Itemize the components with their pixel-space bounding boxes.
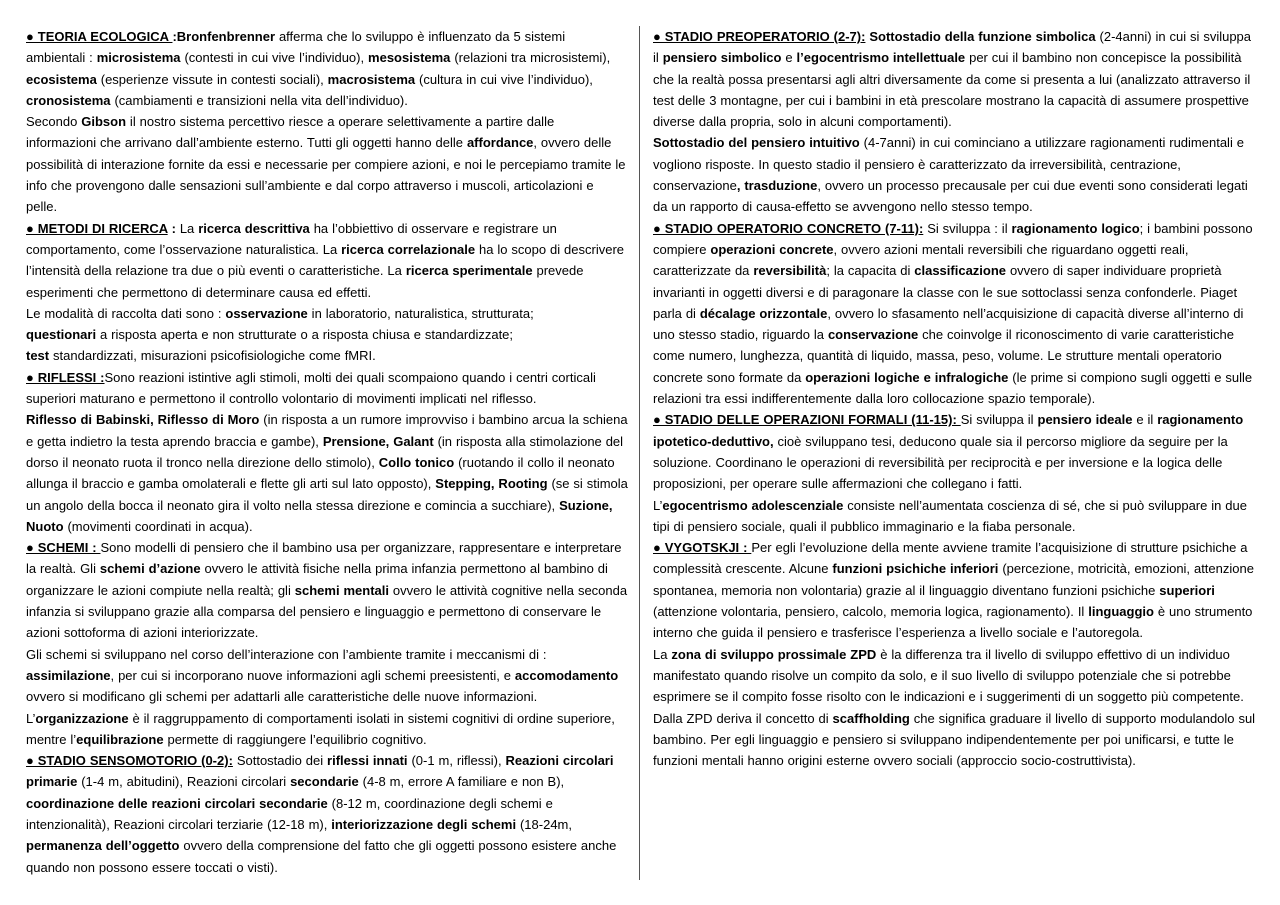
right-paragraph — [653, 537, 1257, 643]
text-run: , ovvero azioni mentali reversibili che riguardano oggetti reali, caratterizzate da — [653, 241, 1189, 279]
bold-term: linguaggio — [1088, 604, 1154, 620]
bold-term: cronosistema — [26, 92, 111, 108]
right-paragraph — [653, 132, 1257, 217]
section-heading: ● STADIO PREOPERATORIO (2-7): — [653, 29, 866, 44]
bold-term: affordance — [466, 135, 534, 151]
text-run: per cui il bambino non concepisce la possibilità che la realtà possa presentarsi agli altri diversamente da come si presenta a lui (analizzato attraverso il test delle 3 montagne, per cui i bambini in età prescolare mostrano la capacità di assumere prospettive diverse dalla propria, solo in alcuni comportamenti). — [653, 50, 1251, 130]
text-run: Si sviluppa : il — [923, 220, 1012, 236]
text-run: che significa graduare il livello di supporto modulandolo sul bambino. Per egli linguaggio e pensiero si sviluppano indipendentemente per poi unificarsi, e tutte le funzioni mentali hanno origini esterne ovvero sociali (approccio socio-costruttivista). — [653, 710, 1256, 769]
text-run: (relazioni tra microsistemi), — [450, 50, 611, 66]
text-run: Si sviluppa il — [960, 412, 1038, 428]
text-run: Per egli l’evoluzione della mente avviene tramite l’acquisizione di strutture psichiche a complessità crescente. Alcune — [653, 540, 1248, 577]
bold-term: , trasduzione — [736, 178, 818, 194]
text-run: (18-24m, — [516, 816, 572, 832]
text-run: che coinvolge il riconoscimento di varie caratteristiche come numero, lunghezza, quantità di liquido, massa, peso, volume. Le strutture mentali operatorio concrete sono formate da — [653, 327, 1234, 385]
section-heading: ● STADIO DELLE OPERAZIONI FORMALI (11-15): — [653, 412, 961, 428]
bold-term: test — [26, 348, 50, 364]
text-run: (movimenti coordinati in acqua). — [63, 518, 253, 534]
left-paragraph — [26, 345, 628, 366]
text-run: (contesti in cui vive l’individuo), — [180, 50, 369, 66]
text-run: (2-4anni) in cui si sviluppa il — [653, 29, 1252, 66]
bold-term: superiori — [1159, 582, 1215, 598]
right-column — [653, 26, 1257, 771]
bold-term: Sottostadio della funzione simbolica — [865, 29, 1096, 44]
section-heading: ● VYGOTSKJI : — [653, 540, 752, 556]
bold-term: accomodamento — [514, 667, 619, 683]
bold-term: riflessi innati — [327, 753, 408, 769]
bold-term: Sottostadio del pensiero intuitivo — [653, 135, 860, 151]
bold-term: ragionamento logico — [1011, 220, 1140, 236]
text-run: L’ — [653, 497, 663, 513]
bold-term: coordinazione delle reazioni circolari secondarie — [26, 795, 328, 811]
bold-term: organizzazione — [35, 710, 129, 726]
text-run: il nostro sistema percettivo riesce a operare selettivamente a partire dalle informazioni che arrivano dall’ambiente esterno. Tutti gli oggetti hanno delle — [26, 114, 555, 151]
text-run: e il — [1132, 412, 1158, 428]
text-run: Secondo — [26, 114, 82, 130]
text-run: Sono reazioni istintive agli stimoli, molti dei quali scompaiono quando i centri corticali superiori maturano e permettono il controllo volontario di movimenti implicati nel riflesso. — [26, 369, 596, 407]
bold-term: equilibrazione — [76, 731, 164, 747]
bold-term: assimilazione — [26, 667, 111, 683]
text-run: (cultura in cui vive l’individuo), — [415, 71, 593, 87]
text-run: ovvero si modificano gli schemi per adattarli alle caratteristiche delle nuove informazioni. L’ — [26, 689, 538, 726]
section-heading: ● STADIO OPERATORIO CONCRETO (7-11): — [653, 220, 924, 236]
right-paragraph — [653, 409, 1257, 494]
text-run: , ovvero lo sfasamento nell’acquisizione di capacità diverse all’interno di uno stesso stadio, riguardo la — [653, 305, 1244, 343]
bold-term: Riflesso di Babinski, Riflesso di Moro — [26, 412, 260, 428]
text-run: è uno strumento interno che guida il pensiero e trasferisce l’esperienza a livello sociale e l’autoregola. — [653, 604, 1253, 641]
left-paragraph — [26, 303, 628, 324]
text-run: a risposta aperta e non strutturate o a risposta chiusa e standardizzate; — [96, 327, 514, 343]
bold-term: egocentrismo adolescenziale — [662, 497, 844, 513]
text-run: ovvero le attività cognitive nella seconda infanzia si sviluppano grazie alla comparsa del pensiero e linguaggio e permettono di conservare le azioni sottoforma di azioni interiorizzate. — [26, 582, 628, 641]
text-run: (4-7anni) in cui cominciano a utilizzare ragionamenti rudimentali e vogliono risposte. In questo stadio il pensiero è caratterizzato da irreversibilità, centrazione, conservazione — [653, 135, 1244, 194]
bold-term: ricerca sperimentale — [405, 263, 533, 279]
bold-term: classificazione — [914, 263, 1007, 279]
bold-term: Gibson — [81, 114, 127, 130]
section-heading: ● STADIO SENSOMOTORIO (0-2): — [26, 753, 233, 769]
text-run: è la differenza tra il livello di sviluppo effettivo di un individuo manifestato quando risolve un compito da solo, e il suo livello di sviluppo potenziale che si potrebbe esprimere se il compito fosse risolto con le indicazioni e i suggerimenti di un soggetto più competente. Dalla ZPD deriva il concetto di — [653, 646, 1244, 726]
left-paragraph — [26, 644, 628, 750]
section-heading: ● SCHEMI : — [26, 540, 101, 556]
text-run: standardizzati, misurazioni psicofisiologiche come fMRI. — [49, 348, 376, 364]
text-run: Le modalità di raccolta dati sono : — [26, 305, 226, 321]
bold-term: osservazione — [225, 305, 308, 321]
text-run: , ovvero un processo precausale per cui due eventi sono considerati legati da un rapporto di causa-effetto se avvengono nello stesso tempo. — [653, 178, 1248, 215]
left-paragraph — [26, 367, 628, 410]
text-run: ; i bambini possono compiere — [653, 220, 1253, 257]
bold-term: :Bronfenbrenner — [172, 29, 276, 44]
text-run: cioè sviluppano tesi, deducono quale sia il percorso migliore da seguire per la soluzione. Coordinano le operazioni di reversibilità per reciprocità e per inversione e la logica delle proposizioni, per operare sulle affermazioni che collegano i fatti. — [653, 433, 1228, 492]
bold-term: Reazioni circolari primarie — [26, 753, 614, 790]
text-run: (attenzione volontaria, pensiero, calcolo, memoria logica, ragionamento). Il — [653, 604, 1089, 620]
bold-term: microsistema — [96, 50, 181, 66]
text-run: (in risposta a un rumore improvviso i bambino arcua la schiena e getta indietro la testa aprendo braccia e gambe), — [26, 412, 628, 449]
bold-term: décalage orizzontale — [699, 305, 828, 321]
bold-term: mesosistema — [368, 50, 451, 66]
text-run: ; la capacita di — [826, 263, 915, 279]
text-run: (4-8 m, errore A familiare e non B), — [358, 774, 565, 790]
text-run: afferma che lo sviluppo è influenzato da 5 sistemi ambientali : — [26, 29, 566, 66]
section-heading: ● RIFLESSI : — [26, 369, 105, 385]
right-paragraph — [653, 644, 1257, 772]
text-run: La — [653, 646, 672, 662]
left-paragraph — [26, 409, 628, 537]
right-paragraph — [653, 218, 1257, 410]
bold-term: Suzione, Nuoto — [26, 497, 613, 534]
text-run: (1-4 m, abitudini), Reazioni circolari — [77, 774, 291, 790]
bold-term: questionari — [26, 327, 97, 343]
text-run: (esperienze vissute in contesti sociali), — [96, 71, 328, 87]
text-run: (le prime si compiono sugli oggetti e sulle relazioni tra essi indifferentemente dalla loro collocazione spazio temporale). — [653, 369, 1253, 407]
right-paragraph — [653, 495, 1257, 538]
bold-term: secondarie — [290, 774, 359, 790]
bold-term: operazioni concrete — [710, 241, 834, 257]
bold-term: conservazione — [827, 327, 919, 343]
text-run: (8-12 m, coordinazione degli schemi e intenzionalità), Reazioni circolari terziarie (12-18 m), — [26, 795, 553, 832]
column-divider — [639, 26, 640, 880]
bold-term: scaffholding — [832, 710, 910, 726]
bold-term: Collo tonico — [378, 454, 455, 470]
bold-term: pensiero simbolico — [662, 50, 782, 66]
text-run: in laboratorio, naturalistica, strutturata; — [307, 305, 534, 321]
bold-term: ecosistema — [26, 71, 97, 87]
text-run: , per cui si incorporano nuove informazioni agli schemi preesistenti, e — [110, 667, 515, 683]
text-run: ha l’obbiettivo di osservare e registrare un comportamento, come l’osservazione naturalistica. La — [26, 220, 557, 257]
text-run: (ruotando il collo il neonato allunga il braccio e gamba omolaterali e flette gli arti sul lato opposto), — [26, 454, 615, 492]
text-run: Gli schemi si sviluppano nel corso dell’interazione con l’ambiente tramite i meccanismi di : — [26, 646, 547, 662]
text-run: prevede esperimenti che permettono di determinare causa ed effetti. — [26, 263, 584, 300]
left-paragraph — [26, 26, 628, 111]
text-run: (in risposta alla stimolazione del dorso il neonato ruota il tronco nella direzione dello stimolo), — [26, 433, 624, 470]
text-run: ovvero della comprensione del fatto che gli oggetti possono esistere anche quando non possono essere toccati o visti). — [26, 838, 617, 875]
left-paragraph — [26, 218, 628, 303]
right-paragraph — [653, 26, 1257, 132]
text-run: ovvero le attività fisiche nella prima infanzia permettono al bambino di organizzare le azioni compiute nella realtà; gli — [26, 561, 608, 598]
text-run: ha lo scopo di descrivere l’intensità della relazione tra due o più eventi o caratteristiche. La — [26, 241, 625, 279]
bold-term: schemi mentali — [294, 582, 389, 598]
bold-term: schemi d’azione — [99, 561, 201, 577]
text-run: (0-1 m, riflessi), — [407, 753, 506, 769]
text-run: Sono modelli di pensiero che il bambino usa per organizzare, rappresentare e interpretare la realtà. Gli — [26, 540, 622, 577]
bold-term: l’egocentrismo intellettuale — [796, 50, 966, 66]
text-run: permette di raggiungere l’equilibrio cognitivo. — [163, 731, 427, 747]
bold-term: ricerca correlazionale — [341, 241, 476, 257]
left-paragraph — [26, 111, 628, 217]
text-run: ovvero di saper individuare proprietà invarianti in oggetti diversi e di paragonare la classe con le sue sottoclassi senza confonderle. Piaget parla di — [653, 263, 1238, 321]
bold-term: operazioni logiche e infralogiche — [805, 369, 1009, 385]
bold-term: Stepping, Rooting — [435, 476, 548, 492]
bold-term: : — [167, 220, 180, 236]
bold-term: zona di sviluppo prossimale ZPD — [671, 646, 877, 662]
text-run: (cambiamenti e transizioni nella vita dell’individuo). — [110, 92, 408, 108]
text-run: Sottostadio dei — [232, 753, 328, 769]
left-paragraph — [26, 537, 628, 643]
text-run: consiste nell’aumentata coscienza di sé, che si può sviluppare in due tipi di pensiero sociale, quali il pubblico immaginario e la fiaba personale. — [653, 497, 1247, 534]
left-column — [26, 26, 628, 878]
bold-term: ragionamento ipotetico-deduttivo, — [653, 412, 1244, 449]
text-run: (se si stimola un angolo della bocca il neonato gira il volto nella stessa direzione e comincia a succhiare), — [26, 476, 628, 513]
text-run: , ovvero delle possibilità di interazione fornite da essi e necessarie per compiere azioni, e noi le percepiamo tramite le info che provengono dalle sensazioni sull’ambiente e dal corpo attraverso i muscoli, articolazioni e pelle. — [26, 135, 626, 215]
bold-term: permanenza dell’oggetto — [26, 838, 180, 854]
bold-term: interiorizzazione degli schemi — [331, 816, 517, 832]
text-run: (percezione, motricità, emozioni, attenzione spontanea, memoria non volontaria) grazie al il linguaggio diventano funzioni psichiche — [653, 561, 1254, 598]
text-run: è il raggruppamento di comportamenti isolati in sistemi cognitivi di ordine superiore, mentre l’ — [26, 710, 615, 747]
bold-term: Prensione, Galant — [322, 433, 434, 449]
section-heading: ● METODI DI RICERCA — [26, 220, 168, 236]
bold-term: macrosistema — [327, 71, 416, 87]
bold-term: reversibilità — [753, 263, 827, 279]
left-paragraph — [26, 750, 628, 878]
section-heading: ● TEORIA ECOLOGICA — [26, 29, 173, 44]
bold-term: ricerca descrittiva — [198, 220, 310, 236]
bold-term: pensiero ideale — [1037, 412, 1133, 428]
bold-term: funzioni psichiche inferiori — [832, 561, 999, 577]
text-run: La — [179, 220, 199, 236]
left-paragraph — [26, 324, 628, 345]
text-run: e — [781, 50, 797, 66]
